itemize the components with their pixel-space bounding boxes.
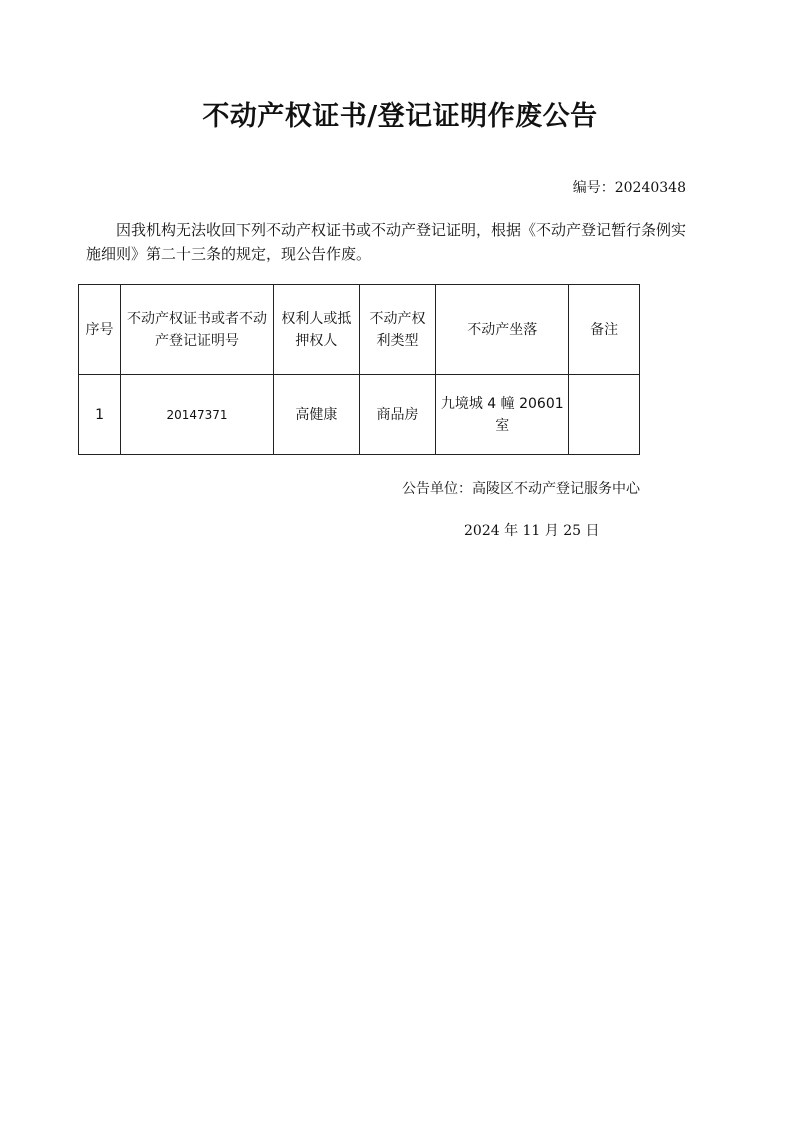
document-number — [573, 177, 686, 197]
header-remark: 备注 — [569, 285, 640, 375]
document-number-value: 20240348 — [614, 180, 686, 196]
cell-location: 九境城 4 幢 20601 室 — [436, 375, 569, 455]
cell-right-type: 商品房 — [359, 375, 435, 455]
cell-holder: 高健康 — [273, 375, 359, 455]
table-header-row — [79, 285, 640, 375]
announcement-date: 2024 年 11 月 25 日 — [464, 523, 600, 539]
cell-remark — [569, 375, 640, 455]
header-seq: 序号 — [79, 285, 121, 375]
document-number-label: 编号： — [572, 180, 615, 196]
cell-cert-number: 20147371 — [121, 375, 274, 455]
page-title: 不动产权证书/登记证明作废公告 — [202, 101, 598, 132]
cell-seq: 1 — [79, 375, 121, 455]
table-row — [79, 375, 640, 455]
announcing-organization: 公告单位：高陵区不动产登记服务中心 — [402, 481, 640, 497]
header-location: 不动产坐落 — [436, 285, 569, 375]
header-right-type: 不动产权利类型 — [359, 285, 435, 375]
announcement-intro: 因我机构无法收回下列不动产权证书或不动产登记证明，根据《不动产登记暂行条例实施细则》第二十三条的规定，现公告作废。 — [86, 221, 687, 263]
header-holder: 权利人或抵押权人 — [273, 285, 359, 375]
header-cert-number: 不动产权证书或者不动产登记证明号 — [121, 285, 274, 375]
void-certificate-table — [78, 284, 640, 455]
